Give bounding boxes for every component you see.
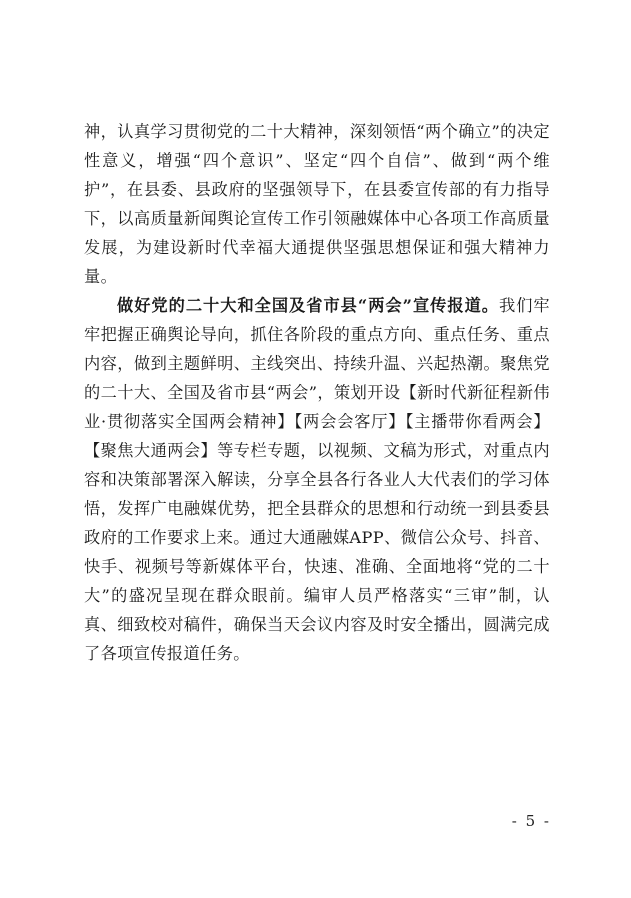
paragraph-continuation: [84, 117, 550, 291]
paragraph-heading: 做好党的二十大和全国及省市县“两会”宣传报道。: [117, 296, 499, 315]
page-number: - 5 -: [511, 812, 551, 830]
paragraph-two-sessions-reporting: [84, 291, 550, 668]
paragraph-text: 神，认真学习贯彻党的二十大精神，深刻领悟“两个确立”的决定性意义，增强“四个意识”、坚定“四个自信”、做到“两个维护”，在县委、县政府的坚强领导下，在县委宣传部的有力指导下，以高质量新闻舆论宣传工作引领融媒体中心各项工作高质量发展，为建设新时代幸福大通提供坚强思想保证和强大精神力量。: [84, 122, 550, 286]
paragraph-text: 我们牢牢把握正确舆论导向，抓住各阶段的重点方向、重点任务、重点内容，做到主题鲜明、主线突出、持续升温、兴起热潮。聚焦党的二十大、全国及省市县“两会”，策划开设【新时代新征程新伟业·贯彻落实全国两会精神】【两会会客厅】【主播带你看两会】【聚焦大通两会】等专栏专题，以视频、文稿为形式，对重点内容和决策部署深入解读，分享全县各行各业人大代表们的学习体悟，发挥广电融媒优势，把全县群众的思想和行动统一到县委县政府的工作要求上来。通过大通融媒APP、微信公众号、抖音、快手、视频号等新媒体平台，快速、准确、全面地将“党的二十大”的盛况呈现在群众眼前。编审人员严格落实“三审”制，认真、细致校对稿件，确保当天会议内容及时安全播出，圆满完成了各项宣传报道任务。: [84, 296, 550, 663]
document-body: [84, 117, 550, 668]
